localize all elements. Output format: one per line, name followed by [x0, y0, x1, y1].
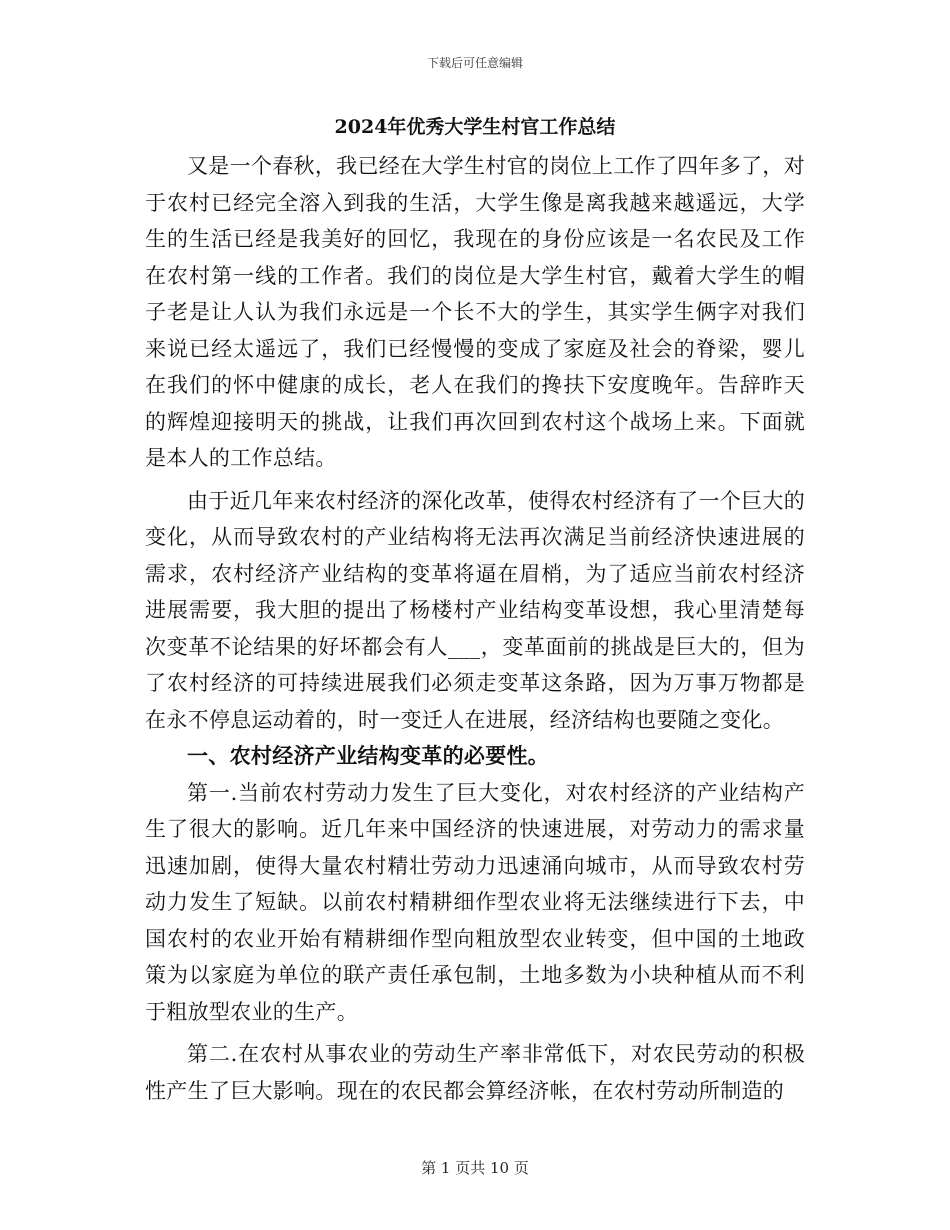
- paragraph-intro: 又是一个春秋，我已经在大学生村官的岗位上工作了四年多了，对于农村已经完全溶入到我的生活，大学生像是离我越来越遥远，大学生的生活已经是我美好的回忆，我现在的身份应该是一名农民及工作在农村第一线的工作者。我们的岗位是大学生村官，戴着大学生的帽子老是让人认为我们永远是一个长不大的学生，其实学生俩字对我们来说已经太遥远了，我们已经慢慢的变成了家庭及社会的脊梁，婴儿在我们的怀中健康的成长，老人在我们的搀扶下安度晚年。告辞昨天的辉煌迎接明天的挑战，让我们再次回到农村这个战场上来。下面就是本人的工作总结。: [145, 154, 805, 470]
- page-number: 第 1 页共 10 页: [421, 1159, 529, 1177]
- paragraph-point-1: 第一.当前农村劳动力发生了巨大变化，对农村经济的产业结构产生了很大的影响。近几年来中国经济的快速进展，对劳动力的需求量迅速加剧，使得大量农村精壮劳动力迅速涌向城市，从而导致农村劳动力发生了短缺。以前农村精耕细作型农业将无法继续进行下去，中国农村的农业开始有精耕细作型向粗放型农业转变，但中国的土地政策为以家庭为单位的联产责任承包制，土地多数为小块种植从而不利于粗放型农业的生产。: [145, 780, 805, 1024]
- paragraph-reform: 由于近几年来农村经济的深化改革，使得农村经济有了一个巨大的变化，从而导致农村的产业结构将无法再次满足当前经济快速进展的需求，农村经济产业结构的变革将逼在眉梢，为了适应当前农村经济进展需要，我大胆的提出了杨楼村产业结构变革设想，我心里清楚每次变革不论结果的好坏都会有人___，变革面前的挑战是巨大的，但为了农村经济的可持续进展我们必须走变革这条路，因为万事万物都是在永不停息运动着的，时一变迁人在进展，经济结构也要随之变化。: [145, 488, 805, 732]
- document-body: [145, 110, 805, 1109]
- section-heading-1: 一、农村经济产业结构变革的必要性。: [187, 743, 550, 768]
- page-header-note: 下载后可任意编辑: [426, 56, 523, 70]
- paragraph-point-2: 第二.在农村从事农业的劳动生产率非常低下，对农民劳动的积极性产生了巨大影响。现在的农民都会算经济帐，在农村劳动所制造的: [145, 1042, 805, 1103]
- document-title: 2024年优秀大学生村官工作总结: [334, 116, 616, 138]
